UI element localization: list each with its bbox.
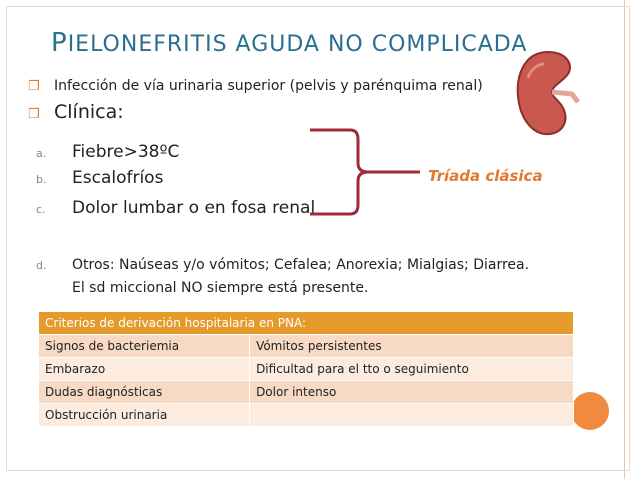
list-item: c. Dolor lumbar o en fosa renal	[36, 198, 316, 218]
right-divider	[624, 0, 625, 479]
table-row: Signos de bacteriemia Vómitos persistentes	[39, 335, 574, 358]
list-item: a. Fiebre>38ºC	[36, 142, 180, 162]
table-row: Dudas diagnósticas Dolor intenso	[39, 381, 574, 404]
slide-title: PIELONEFRITIS AGUDA NO COMPLICADA	[51, 28, 528, 58]
kidney-icon	[512, 48, 584, 140]
list-item-otros: d. Otros: Naúseas y/o vómitos; Cefalea; Anorexia; Mialgias; Diarrea. El sd miccional NO siempre está presente.	[36, 257, 530, 296]
table-row: Obstrucción urinaria	[39, 404, 574, 427]
decorative-circle	[571, 392, 609, 430]
bullet-infeccion: ❒ Infección de vía urinaria superior (pelvis y parénquima renal)	[28, 78, 483, 94]
table-row: Embarazo Dificultad para el tto o seguimiento	[39, 358, 574, 381]
derivation-table	[38, 311, 574, 427]
table-header: Criterios de derivación hospitalaria en PNA:	[39, 312, 574, 335]
bullet-clinica: ❒ Clínica:	[28, 101, 124, 123]
curly-brace-icon	[310, 127, 430, 217]
bullet-icon: ❒	[28, 107, 40, 122]
bullet-icon: ❒	[28, 79, 40, 94]
list-item: b. Escalofríos	[36, 168, 164, 188]
triada-label: Tríada clásica	[428, 167, 543, 185]
